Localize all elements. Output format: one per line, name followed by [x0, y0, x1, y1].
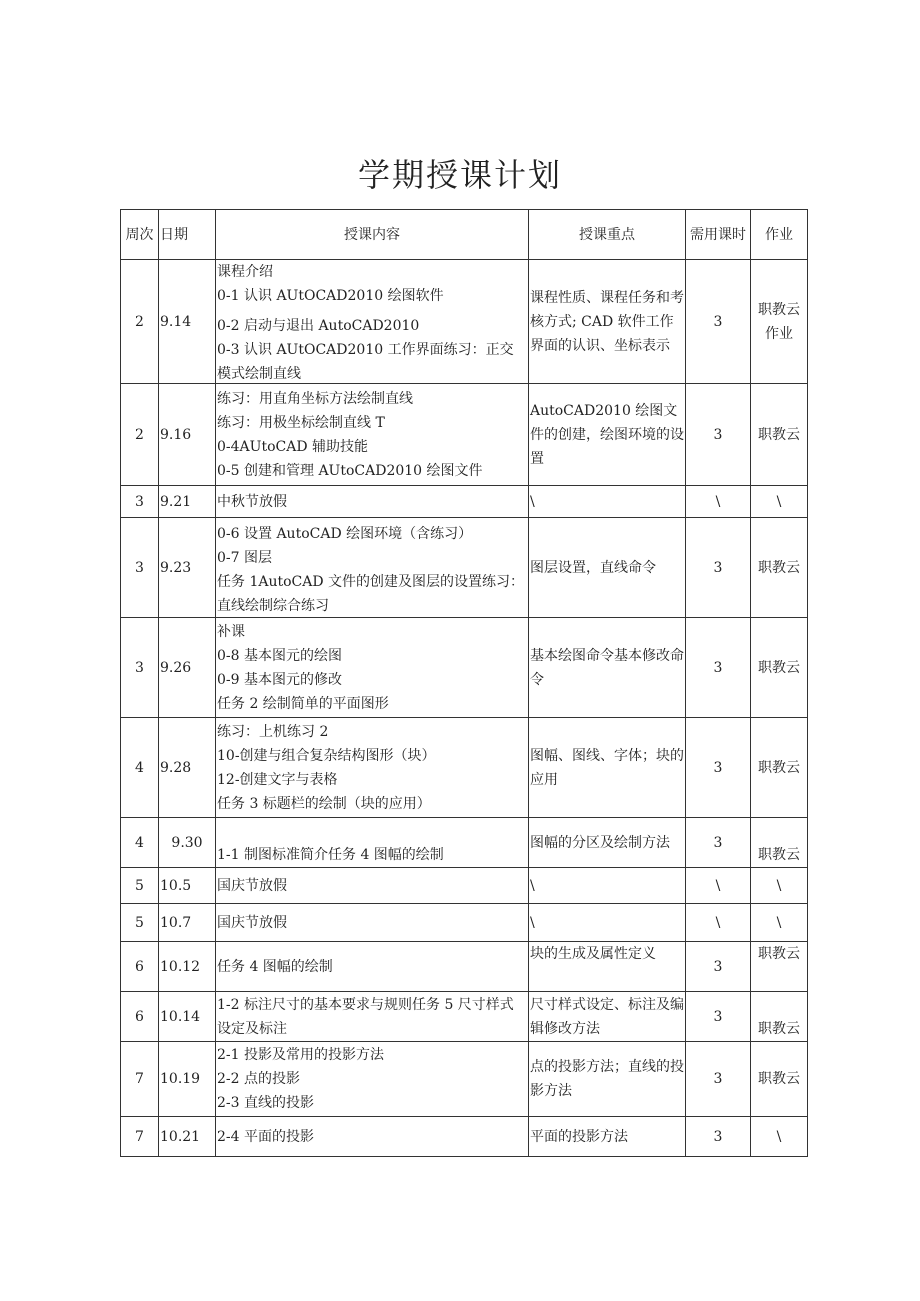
- page-title: 学期授课计划: [357, 156, 562, 194]
- cell-date: 9.16: [159, 384, 216, 486]
- focus-text: 图幅的分区及绘制方法: [530, 834, 670, 851]
- content-line: 2-2 点的投影: [217, 1071, 300, 1087]
- header-hours: 需用课时: [686, 210, 751, 260]
- cell-date: 9.23: [159, 518, 216, 618]
- content-line: 1-2 标注尺寸的基本要求与规则任务 5 尺寸样式设定及标注: [217, 996, 514, 1037]
- cell-week: 7: [121, 1117, 159, 1157]
- cell-week: 4: [121, 818, 159, 868]
- content-line: 中秋节放假: [217, 493, 287, 510]
- cell-homework: \: [751, 486, 808, 518]
- cell-content: [216, 818, 529, 868]
- cell-content: [216, 486, 529, 518]
- cell-date: 9.21: [159, 486, 216, 518]
- cell-focus: [529, 260, 686, 384]
- cell-homework: \: [751, 904, 808, 942]
- cell-hours: 3: [686, 718, 751, 818]
- content-line: 练习：用直角坐标方法绘制直线: [217, 390, 413, 407]
- cell-hours: 3: [686, 818, 751, 868]
- cell-homework: 职教云: [751, 718, 808, 818]
- cell-content: [216, 1117, 529, 1157]
- cell-focus: 块的生成及属性定义: [529, 942, 686, 992]
- table-row: [121, 1042, 808, 1117]
- table-row: [121, 518, 808, 618]
- focus-text: 尺寸样式设定、标注及编辑修改方法: [530, 996, 684, 1037]
- header-focus: 授课重点: [529, 210, 686, 260]
- cell-hours: \: [686, 486, 751, 518]
- cell-date: 10.5: [159, 868, 216, 904]
- cell-content: [216, 518, 529, 618]
- cell-hours: 3: [686, 260, 751, 384]
- cell-focus: [529, 1042, 686, 1117]
- teaching-plan-table: [120, 209, 808, 1157]
- cell-date: 9.28: [159, 718, 216, 818]
- cell-hours: 3: [686, 518, 751, 618]
- focus-text: 课程性质、课程任务和考核方式; CAD 软件工作界面的认识、坐标表示: [530, 289, 684, 354]
- cell-content: [216, 260, 529, 384]
- table-row: [121, 942, 808, 992]
- cell-hours: 3: [686, 992, 751, 1042]
- content-line: 任务 2 绘制简单的平面图形: [217, 695, 389, 712]
- content-line: 2-1 投影及常用的投影方法: [217, 1047, 384, 1063]
- cell-date: 9.26: [159, 618, 216, 718]
- cell-homework: 职教云: [751, 942, 808, 992]
- content-line: 练习：上机练习 2: [217, 723, 329, 740]
- content-line: 1-1 制图标准简介任务 4 图幅的绘制: [217, 847, 444, 863]
- cell-content: [216, 942, 529, 992]
- cell-homework: 职教云: [751, 818, 808, 868]
- cell-focus: \: [529, 904, 686, 942]
- cell-week: 7: [121, 1042, 159, 1117]
- cell-homework: 职教云: [751, 1042, 808, 1117]
- cell-week: 5: [121, 868, 159, 904]
- cell-homework: 职教云: [751, 992, 808, 1042]
- cell-content: [216, 904, 529, 942]
- cell-content: [216, 618, 529, 718]
- content-line: 0-3 认识 AUtOCAD2010 工作界面练习：正交模式绘制直线: [217, 342, 514, 382]
- header-content: 授课内容: [216, 210, 529, 260]
- content-line: 国庆节放假: [217, 914, 287, 931]
- content-line: 0-9 基本图元的修改: [217, 671, 342, 688]
- cell-week: 2: [121, 260, 159, 384]
- cell-focus: \: [529, 486, 686, 518]
- cell-hours: 3: [686, 384, 751, 486]
- cell-date: 10.19: [159, 1042, 216, 1117]
- content-line: 0-6 设置 AutoCAD 绘图环境（含练习）: [217, 526, 473, 542]
- content-line: 国庆节放假: [217, 877, 287, 894]
- table-row: [121, 618, 808, 718]
- cell-week: 3: [121, 518, 159, 618]
- cell-hours: 3: [686, 1042, 751, 1117]
- content-line: 任务 4 图幅的绘制: [217, 958, 333, 975]
- cell-week: 3: [121, 618, 159, 718]
- cell-content: [216, 1042, 529, 1117]
- header-homework: 作业: [751, 210, 808, 260]
- cell-hours: 3: [686, 942, 751, 992]
- cell-week: 6: [121, 942, 159, 992]
- table-row: [121, 486, 808, 518]
- content-line: 10-创建与组合复杂结构图形（块）: [217, 747, 436, 764]
- cell-focus: [529, 384, 686, 486]
- header-date: 日期: [159, 210, 216, 260]
- content-line: 任务 1AutoCAD 文件的创建及图层的设置练习：直线绘制综合练习: [217, 574, 525, 614]
- table-row: [121, 260, 808, 384]
- content-line: 补课: [217, 623, 245, 640]
- cell-date: 10.12: [159, 942, 216, 992]
- content-line: 0-4AUtoCAD 辅助技能: [217, 438, 369, 455]
- cell-homework: \: [751, 868, 808, 904]
- focus-text: 基本绘图命令基本修改命令: [530, 647, 684, 688]
- table-row: [121, 1117, 808, 1157]
- content-line: 0-5 创建和管理 AUtoCAD2010 绘图文件: [217, 462, 483, 479]
- table-row: [121, 718, 808, 818]
- cell-date: 9.30: [159, 818, 216, 868]
- cell-content: [216, 868, 529, 904]
- cell-hours: 3: [686, 1117, 751, 1157]
- cell-focus: [529, 818, 686, 868]
- cell-focus: 平面的投影方法: [529, 1117, 686, 1157]
- cell-homework: 职教云作业: [751, 260, 808, 384]
- content-line: 练习：用极坐标绘制直线 T: [217, 414, 385, 431]
- content-line: 2-3 直线的投影: [217, 1095, 314, 1111]
- cell-focus: [529, 618, 686, 718]
- cell-focus: [529, 992, 686, 1042]
- cell-content: [216, 384, 529, 486]
- focus-text: 点的投影方法；直线的投影方法: [530, 1059, 684, 1099]
- table-row: [121, 384, 808, 486]
- cell-homework: 职教云: [751, 518, 808, 618]
- header-week: 周次: [121, 210, 159, 260]
- cell-date: 10.14: [159, 992, 216, 1042]
- content-line: 0-8 基本图元的绘图: [217, 647, 342, 664]
- cell-content: [216, 718, 529, 818]
- content-line: 课程介绍: [217, 264, 273, 280]
- cell-hours: \: [686, 868, 751, 904]
- cell-date: 9.14: [159, 260, 216, 384]
- content-line: 0-7 图层: [217, 550, 272, 566]
- content-line: 0-1 认识 AUtOCAD2010 绘图软件: [217, 288, 444, 304]
- focus-text: 图幅、图线、字体；块的应用: [530, 747, 684, 788]
- table-row: [121, 992, 808, 1042]
- cell-homework: \: [751, 1117, 808, 1157]
- cell-week: 3: [121, 486, 159, 518]
- table-row: [121, 818, 808, 868]
- cell-week: 4: [121, 718, 159, 818]
- cell-content: [216, 992, 529, 1042]
- content-line: 0-2 启动与退出 AutoCAD2010: [217, 318, 420, 334]
- cell-week: 2: [121, 384, 159, 486]
- table-row: [121, 904, 808, 942]
- table-header-row: [121, 210, 808, 260]
- cell-hours: \: [686, 904, 751, 942]
- cell-date: 10.21: [159, 1117, 216, 1157]
- cell-focus: [529, 718, 686, 818]
- cell-focus: \: [529, 868, 686, 904]
- content-line: 2-4 平面的投影: [217, 1128, 314, 1145]
- focus-text: AutoCAD2010 绘图文件的创建，绘图环境的设置: [530, 402, 684, 467]
- cell-date: 10.7: [159, 904, 216, 942]
- cell-focus: [529, 518, 686, 618]
- cell-week: 5: [121, 904, 159, 942]
- cell-week: 6: [121, 992, 159, 1042]
- cell-homework: 职教云: [751, 384, 808, 486]
- cell-hours: 3: [686, 618, 751, 718]
- cell-homework: 职教云: [751, 618, 808, 718]
- table-row: [121, 868, 808, 904]
- focus-text: 图层设置，直线命令: [530, 559, 656, 576]
- content-line: 任务 3 标题栏的绘制（块的应用）: [217, 795, 431, 812]
- content-line: 12-创建文字与表格: [217, 771, 338, 788]
